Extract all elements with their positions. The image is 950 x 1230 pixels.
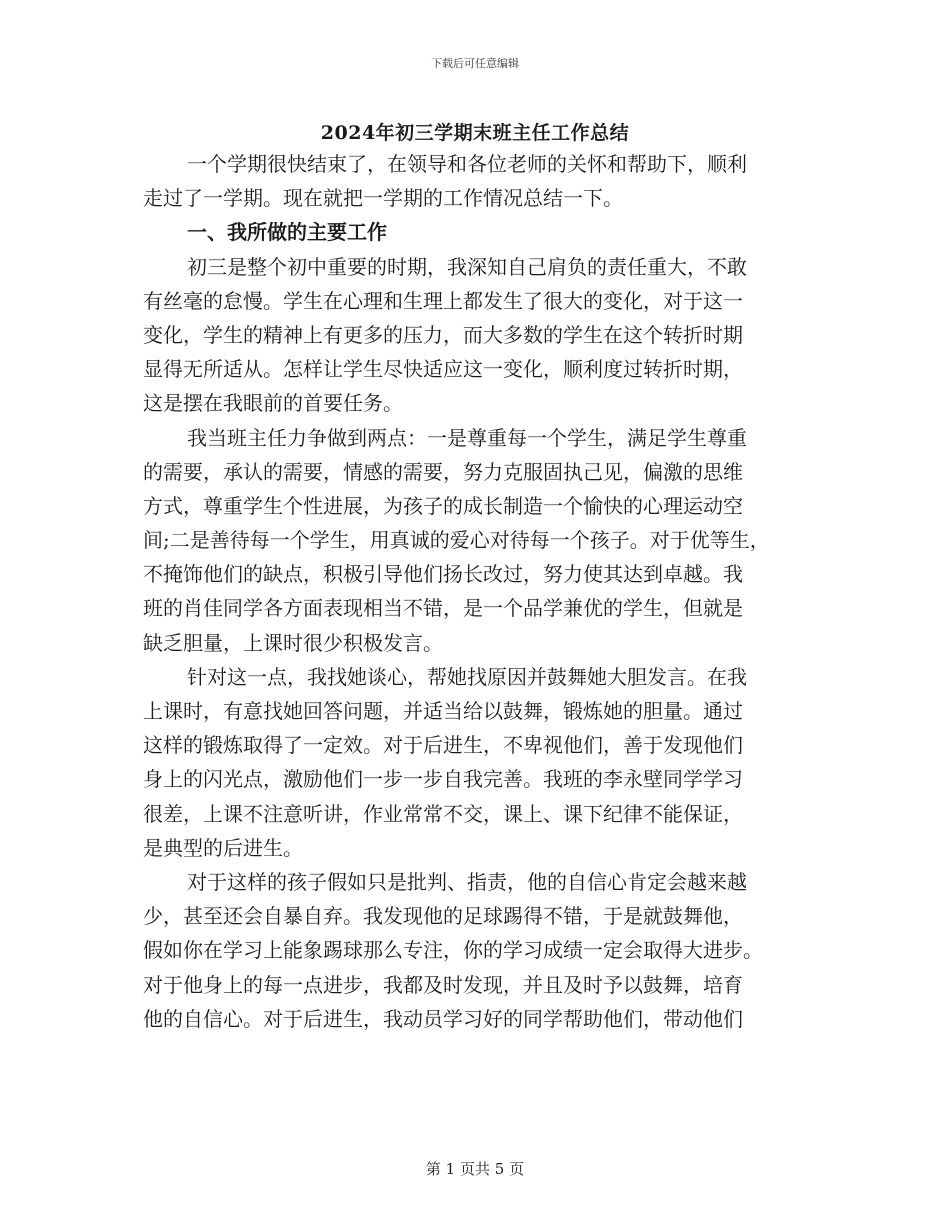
- text-line: 一个学期很快结束了，在领导和各位老师的关怀和帮助下，顺利: [187, 152, 747, 176]
- text-line: 缺乏胆量，上课时很少积极发言。: [143, 630, 443, 655]
- section-heading: 一、我所做的主要工作: [187, 220, 387, 245]
- text-line: 显得无所适从。怎样让学生尽快适应这一变化，顺利度过转折时期，: [143, 357, 743, 382]
- text-line: 方式，尊重学生个性进展，为孩子的成长制造一个愉快的心理运动空: [143, 493, 743, 518]
- text-line: 的需要，承认的需要，情感的需要，努力克服固执己见，偏激的思维: [143, 459, 743, 484]
- page-footer: 第 1 页共 5 页: [425, 1160, 525, 1178]
- text-line: 间;二是善待每一个学生，用真诚的爱心对待每一个孩子。对于优等生，: [143, 528, 770, 553]
- text-line: 少，甚至还会自暴自弃。我发现他的足球踢得不错，于是就鼓舞他，: [143, 904, 743, 929]
- header-note: 下载后可任意编辑: [431, 57, 519, 70]
- text-line: 是典型的后进生。: [143, 835, 303, 860]
- text-line: 他的自信心。对于后进生，我动员学习好的同学帮助他们，带动他们: [143, 1006, 743, 1031]
- text-line: 这样的锻炼取得了一定效。对于后进生，不卑视他们，善于发现他们: [143, 733, 743, 758]
- text-line: 上课时，有意找她回答问题，并适当给以鼓舞，锻炼她的胆量。通过: [143, 699, 743, 723]
- text-line: 对于他身上的每一点进步，我都及时发现，并且及时予以鼓舞，培育: [143, 972, 743, 997]
- text-line: 变化，学生的精神上有更多的压力，而大多数的学生在这个转折时期: [143, 322, 743, 347]
- text-line: 身上的闪光点，激励他们一步一步自我完善。我班的李永壁同学学习: [143, 767, 743, 792]
- text-line: 走过了一学期。现在就把一学期的工作情况总结一下。: [143, 186, 623, 211]
- text-line: 我当班主任力争做到两点：一是尊重每一个学生，满足学生尊重: [187, 425, 747, 450]
- text-line: 针对这一点，我找她谈心，帮她找原因并鼓舞她大胆发言。在我: [187, 664, 747, 689]
- text-line: 很差，上课不注意听讲，作业常常不交，课上、课下纪律不能保证，: [143, 801, 743, 826]
- text-line: 不掩饰他们的缺点，积极引导他们扬长改过，努力使其达到卓越。我: [143, 562, 743, 587]
- text-line: 对于这样的孩子假如只是批判、指责，他的自信心肯定会越来越: [187, 869, 747, 894]
- document-title: 2024年初三学期末班主任工作总结: [320, 122, 630, 144]
- text-line: 班的肖佳同学各方面表现相当不错，是一个品学兼优的学生，但就是: [143, 596, 743, 621]
- document-body: [143, 147, 803, 1036]
- text-line: 有丝毫的怠慢。学生在心理和生理上都发生了很大的变化，对于这一: [143, 288, 743, 313]
- text-line: 这是摆在我眼前的首要任务。: [143, 391, 403, 416]
- text-line: 假如你在学习上能象踢球那么专注，你的学习成绩一定会取得大进步。: [143, 938, 763, 963]
- text-line: 初三是整个初中重要的时期，我深知自己肩负的责任重大，不敢: [187, 254, 747, 279]
